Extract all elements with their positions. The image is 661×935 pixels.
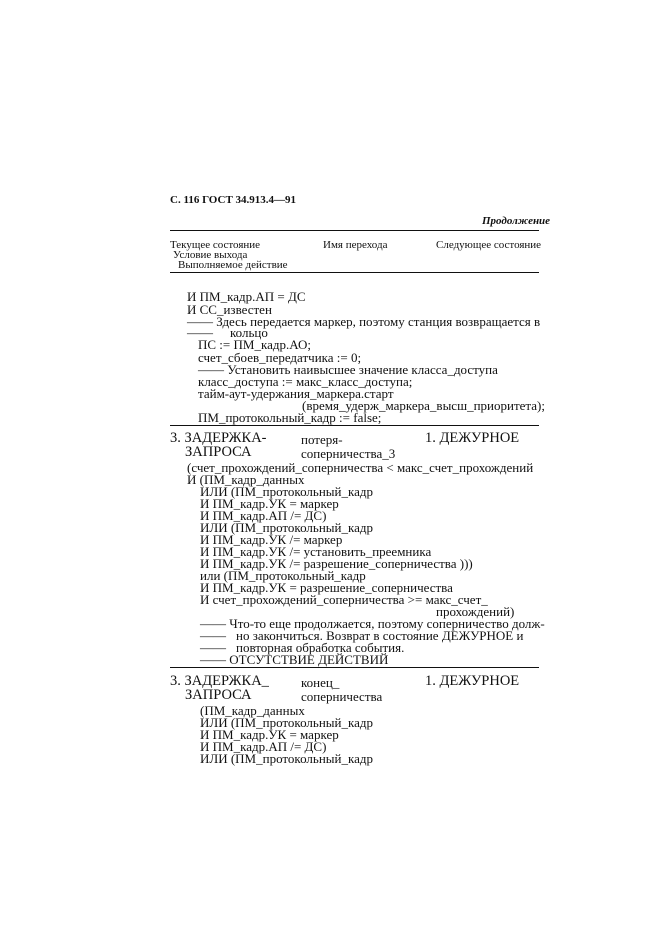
code-line: И ПМ_кадр.УК = маркер (200, 496, 339, 511)
row2-state-line2: ЗАПРОСА (185, 444, 252, 460)
code-line: И ПМ_кадр.УК = разрешение_соперничества (200, 580, 453, 595)
row3-transition-line2: соперничества (301, 689, 383, 704)
comment-line: —— ОТСУТСТВИЕ ДЕЙСТВИЙ (200, 652, 389, 667)
comment-line: повторная обработка события. (236, 640, 405, 655)
code-line: (счет_прохождений_соперничества < макс_счет_прохождений (187, 460, 534, 475)
comment-line: —— Что-то еще продолжается, поэтому соперничество долж- (200, 616, 545, 631)
row-separator-rule (170, 667, 539, 668)
code-line: И (ПМ_кадр_данных (187, 472, 305, 487)
code-line: И ПМ_кадр.УК /= установить_преемника (200, 544, 432, 559)
table-top-rule (170, 230, 539, 231)
code-line: И ПМ_кадр.УК /= маркер (200, 532, 343, 547)
code-line: ПС := ПМ_кадр.АО; (198, 337, 311, 352)
row3-next-state: 1. ДЕЖУРНОЕ (425, 673, 520, 689)
row3-state-line1: 3. ЗАДЕРЖКА_ (170, 673, 269, 689)
row-separator-rule (170, 425, 539, 426)
code-line: ИЛИ (ПМ_протокольный_кадр (200, 751, 373, 766)
col-header-transition: Имя перехода (323, 239, 388, 251)
code-line: И ПМ_кадр.УК /= разрешение_соперничества ))) (200, 556, 473, 571)
code-line: И СС_известен (187, 302, 272, 317)
comment-dash: —— (187, 325, 213, 340)
row2-next-state: 1. ДЕЖУРНОЕ (425, 430, 520, 446)
code-line: И ПМ_кадр.АП = ДС (187, 289, 306, 304)
code-line: И ПМ_кадр.АП /= ДС) (200, 739, 327, 754)
code-line: ИЛИ (ПМ_протокольный_кадр (200, 715, 373, 730)
continued-label: Продолжение (482, 215, 551, 227)
code-line: прохождений) (436, 604, 515, 619)
comment-line: —— Установить наивысшее значение класса_доступа (198, 362, 498, 377)
code-line: тайм-аут-удержания_маркера.старт (198, 386, 394, 401)
header-bottom-rule (170, 272, 539, 273)
row2-transition-line2: соперничества_3 (301, 446, 396, 461)
comment-line: но закончиться. Возврат в состояние ДЕЖУРНОЕ и (236, 628, 524, 643)
row3-state-line2: ЗАПРОСА (185, 687, 252, 703)
col-header-next-state: Следующее состояние (436, 239, 542, 251)
col-header-exit-condition: Условие выхода (173, 249, 248, 261)
row2-state-line1: 3. ЗАДЕРЖКА- (170, 430, 267, 446)
code-line: класс_доступа := макс_класс_доступа; (198, 374, 413, 389)
page-header: С. 116 ГОСТ 34.913.4—91 (170, 194, 297, 206)
code-line: (ПМ_кадр_данных (200, 703, 305, 718)
code-line: ПМ_протокольный_кадр := false; (198, 410, 382, 425)
code-line: счет_сбоев_передатчика := 0; (198, 350, 362, 365)
comment-line: кольцо (230, 325, 268, 340)
code-line: И ПМ_кадр.УК = маркер (200, 727, 339, 742)
comment-dash: —— (200, 640, 226, 655)
comment-line: —— Здесь передается маркер, поэтому станция возвращается в (187, 314, 541, 329)
code-line: ИЛИ (ПМ_протокольный_кадр (200, 484, 373, 499)
row3-transition-line1: конец_ (301, 675, 340, 690)
col-header-action: Выполняемое действие (178, 259, 288, 271)
code-line: (время_удерж_маркера_высш_приоритета); (302, 398, 545, 413)
code-line: И ПМ_кадр.АП /= ДС) (200, 508, 327, 523)
code-line: ИЛИ (ПМ_протокольный_кадр (200, 520, 373, 535)
row2-transition-line1: потеря- (301, 432, 343, 447)
code-line: или (ПМ_протокольный_кадр (200, 568, 366, 583)
comment-dash: —— (200, 628, 226, 643)
col-header-current-state: Текущее состояние (170, 239, 261, 251)
code-line: И счет_прохождений_соперничества >= макс_счет_ (200, 592, 488, 607)
